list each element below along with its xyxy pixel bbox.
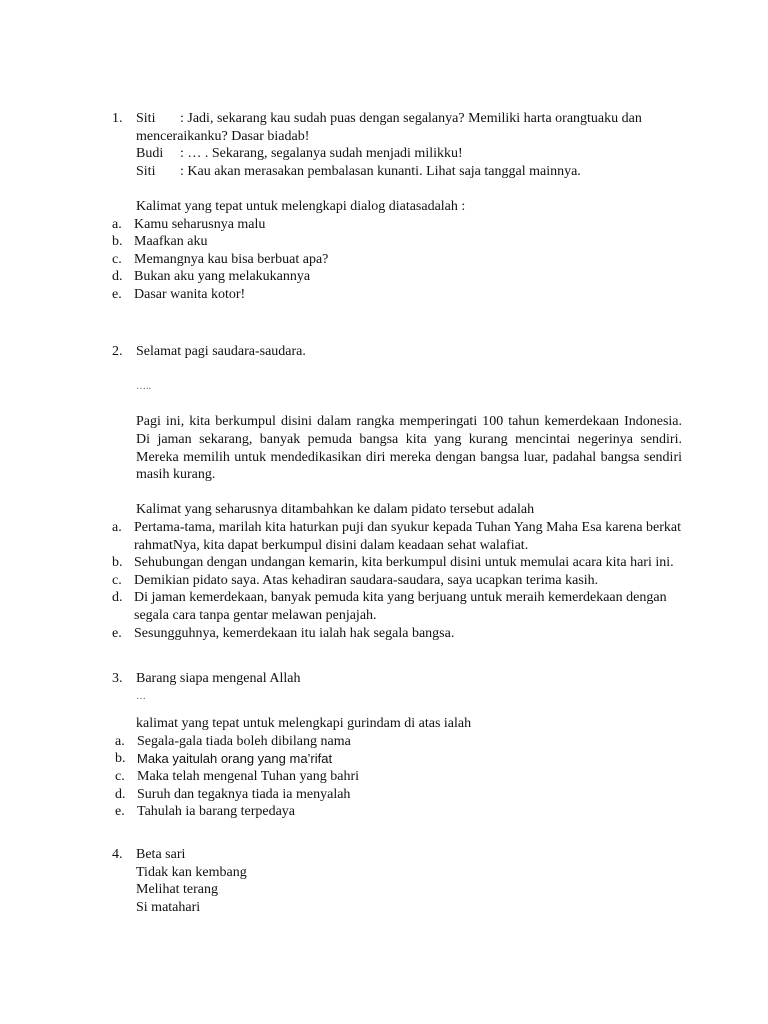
- question-1: [112, 110, 682, 304]
- answer-option[interactable]: [112, 572, 682, 590]
- option-letter: e.: [112, 625, 122, 641]
- option-text: Bukan aku yang melakukannya: [134, 269, 311, 285]
- option-letter: c.: [115, 768, 125, 784]
- option-text: Sehubungan dengan undangan kemarin, kita berkumpul disini untuk memulai acara kita hari ini.: [134, 555, 674, 571]
- option-letter: a.: [112, 519, 122, 535]
- question-3: [112, 670, 682, 821]
- answer-option[interactable]: [112, 251, 682, 269]
- option-text: Maka yaitulah orang yang ma’rifat: [137, 751, 333, 767]
- answer-option[interactable]: [112, 519, 682, 554]
- option-text: Tahulah ia barang terpedaya: [137, 804, 295, 820]
- dialog-speaker: Budi: [136, 146, 164, 162]
- answer-option[interactable]: [112, 233, 682, 251]
- answer-option[interactable]: [112, 589, 682, 624]
- option-letter: d.: [112, 269, 123, 285]
- question-2: [112, 343, 682, 642]
- blank-placeholder: …: [136, 690, 146, 702]
- option-letter: b.: [112, 555, 123, 571]
- option-text: Dasar wanita kotor!: [134, 286, 246, 302]
- option-text: Kamu seharusnya malu: [134, 216, 266, 232]
- option-text: Segala-gala tiada boleh dibilang nama: [137, 733, 351, 749]
- dialog-text: menceraikanku? Dasar biadab!: [136, 128, 310, 144]
- question-prompt: kalimat yang tepat untuk melengkapi gurindam di atas ialah: [136, 716, 472, 732]
- option-text: Maafkan aku: [134, 234, 208, 250]
- option-text: Sesungguhnya, kemerdekaan itu ialah hak segala bangsa.: [134, 625, 455, 641]
- option-text: Memangnya kau bisa berbuat apa?: [134, 251, 329, 267]
- poem-line: Tidak kan kembang: [136, 864, 247, 880]
- option-text: Maka telah mengenal Tuhan yang bahri: [137, 768, 360, 784]
- option-text: Di jaman kemerdekaan, banyak pemuda kita yang berjuang untuk meraih kemerdekaan dengan segala cara tanpa gentar melawan penjajah.: [134, 590, 667, 623]
- option-letter: b.: [115, 751, 126, 767]
- dialog-text: : … . Sekarang, segalanya sudah menjadi milikku!: [180, 146, 463, 162]
- option-letter: d.: [115, 786, 126, 802]
- answer-option[interactable]: [112, 554, 682, 572]
- answer-option[interactable]: [115, 803, 682, 821]
- speech-greeting: Selamat pagi saudara-saudara.: [136, 344, 306, 359]
- answer-option[interactable]: [112, 268, 682, 286]
- answer-option[interactable]: [112, 625, 682, 643]
- dialog-line: [136, 110, 682, 128]
- answer-option[interactable]: [115, 768, 682, 786]
- option-letter: a.: [112, 216, 122, 232]
- option-text: Pertama-tama, marilah kita haturkan puji dan syukur kepada Tuhan Yang Maha Esa karena berkat rahmatNya, kita dapat berkumpul disini dalam keadaan sehat walafiat.: [134, 519, 682, 553]
- question-4: [112, 846, 682, 916]
- answer-option[interactable]: [115, 786, 682, 804]
- dialog-speaker: Siti: [136, 163, 156, 179]
- answer-options: [112, 519, 682, 642]
- option-letter: d.: [112, 590, 123, 606]
- option-letter: e.: [115, 804, 125, 820]
- question-prompt: Kalimat yang seharusnya ditambahkan ke dalam pidato tersebut adalah: [136, 502, 535, 518]
- dialog-line: [136, 128, 682, 146]
- answer-option[interactable]: [112, 216, 682, 234]
- option-letter: a.: [115, 733, 125, 749]
- poem-line: Melihat terang: [136, 882, 219, 898]
- question-number: 3.: [112, 671, 123, 686]
- blank-placeholder: …..: [136, 381, 151, 393]
- gurindam-line: Barang siapa mengenal Allah: [136, 671, 301, 686]
- question-number: 4.: [112, 847, 123, 862]
- poem-line: Si matahari: [136, 899, 201, 915]
- dialog-line: [136, 163, 682, 181]
- answer-option[interactable]: [115, 750, 682, 768]
- option-letter: e.: [112, 286, 122, 302]
- option-letter: c.: [112, 251, 122, 267]
- option-letter: c.: [112, 572, 122, 588]
- option-text: Demikian pidato saya. Atas kehadiran saudara-saudara, saya ucapkan terima kasih.: [134, 572, 599, 588]
- dialog-line: [136, 145, 682, 163]
- speech-paragraph: Pagi ini, kita berkumpul disini dalam rangka memperingati 100 tahun kemerdekaan Indonesia. Di jaman sekarang, banyak pemuda bangsa kita yang kurang mencintai negerinya sendiri. Mereka memilih untuk mendedikasikan diri mereka dengan bangsa luar, padahal bangsa sendiri masih kurang.: [136, 414, 682, 483]
- question-number: 2.: [112, 344, 123, 359]
- option-letter: b.: [112, 234, 123, 250]
- dialog-text: : Kau akan merasakan pembalasan kunanti. Lihat saja tanggal mainnya.: [180, 163, 581, 179]
- answer-options: [112, 216, 682, 304]
- answer-option[interactable]: [115, 733, 682, 751]
- answer-option[interactable]: [112, 286, 682, 304]
- question-prompt: Kalimat yang tepat untuk melengkapi dialog diatasadalah :: [136, 198, 466, 214]
- answer-options: [115, 733, 682, 821]
- dialog-text: : Jadi, sekarang kau sudah puas dengan segalanya? Memiliki harta orangtuaku dan: [180, 111, 642, 126]
- option-text: Suruh dan tegaknya tiada ia menyalah: [137, 786, 351, 802]
- question-number: 1.: [112, 111, 123, 126]
- poem-line: Beta sari: [136, 847, 186, 862]
- dialog-speaker: Siti: [136, 111, 156, 126]
